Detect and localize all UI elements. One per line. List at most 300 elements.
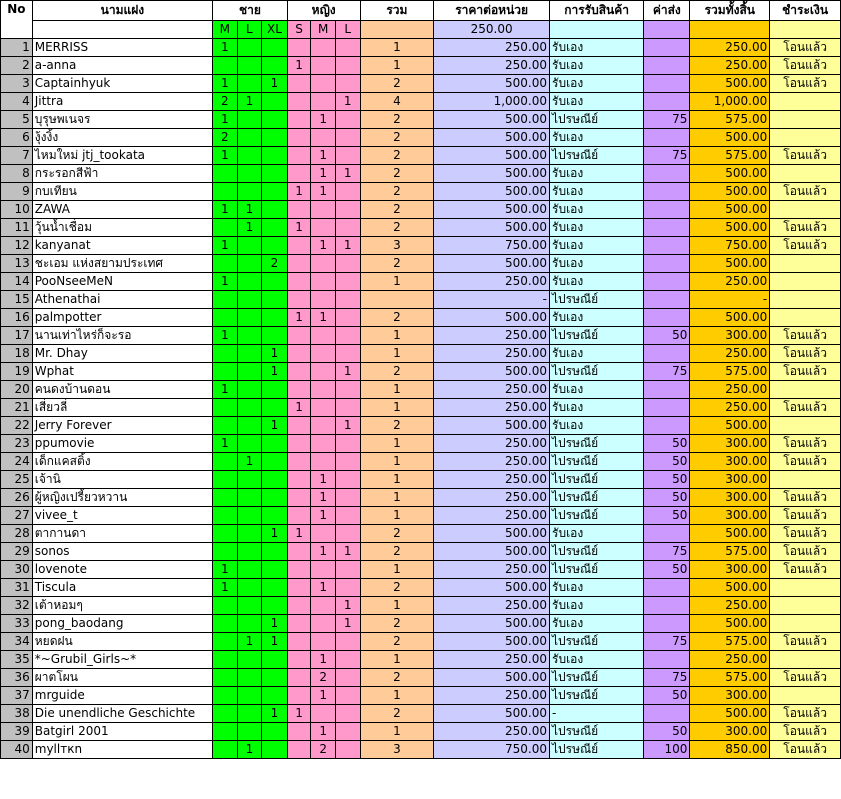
female-s-cell[interactable] [287,417,311,435]
female-s-cell[interactable] [287,165,311,183]
pickup-cell[interactable]: รับเอง [550,597,644,615]
male-l-cell[interactable] [237,651,262,669]
female-m-cell[interactable] [311,633,336,651]
male-m-cell[interactable] [213,705,238,723]
shipping-cell[interactable] [644,57,690,75]
female-m-cell[interactable]: 1 [311,507,336,525]
total-cell[interactable]: 1 [360,651,434,669]
male-l-cell[interactable] [237,129,262,147]
male-l-cell[interactable] [237,435,262,453]
female-s-cell[interactable] [287,507,311,525]
alias-cell[interactable]: mrguide [32,687,212,705]
unit-price-cell[interactable]: 250.00 [434,273,550,291]
male-m-cell[interactable] [213,363,238,381]
alias-cell[interactable]: ผาตโผน [32,669,212,687]
male-l-cell[interactable] [237,183,262,201]
shipping-cell[interactable]: 75 [644,633,690,651]
male-xl-cell[interactable] [262,93,288,111]
female-s-cell[interactable] [287,129,311,147]
total-cell[interactable]: 2 [360,219,434,237]
female-m-cell[interactable] [311,129,336,147]
male-m-cell[interactable]: 1 [213,579,238,597]
female-s-cell[interactable] [287,255,311,273]
payment-cell[interactable] [770,93,841,111]
male-xl-cell[interactable]: 1 [262,525,288,543]
male-l-cell[interactable] [237,165,262,183]
header-paid-blank[interactable] [770,21,841,39]
male-m-cell[interactable]: 2 [213,93,238,111]
female-s-cell[interactable] [287,39,311,57]
header-size-female-l[interactable]: L [335,21,360,39]
female-s-cell[interactable] [287,381,311,399]
female-m-cell[interactable]: 1 [311,651,336,669]
shipping-cell[interactable] [644,237,690,255]
pickup-cell[interactable]: ไปรษณีย์ [550,111,644,129]
male-l-cell[interactable] [237,345,262,363]
female-l-cell[interactable] [335,147,360,165]
grand-total-cell[interactable]: 1,000.00 [690,93,770,111]
grand-total-cell[interactable]: 250.00 [690,381,770,399]
row-number[interactable]: 8 [1,165,33,183]
row-number[interactable]: 29 [1,543,33,561]
alias-cell[interactable]: เสี่ยวลี่ [32,399,212,417]
male-xl-cell[interactable] [262,507,288,525]
male-l-cell[interactable] [237,273,262,291]
alias-cell[interactable]: a-anna [32,57,212,75]
female-m-cell[interactable]: 2 [311,669,336,687]
female-m-cell[interactable] [311,615,336,633]
male-xl-cell[interactable] [262,219,288,237]
male-xl-cell[interactable] [262,381,288,399]
female-s-cell[interactable] [287,597,311,615]
grand-total-cell[interactable]: 500.00 [690,165,770,183]
payment-cell[interactable]: โอนแล้ว [770,345,841,363]
female-l-cell[interactable] [335,39,360,57]
female-m-cell[interactable] [311,75,336,93]
payment-cell[interactable]: โอนแล้ว [770,723,841,741]
male-l-cell[interactable]: 1 [237,741,262,759]
total-cell[interactable] [360,291,434,309]
unit-price-cell[interactable]: 500.00 [434,165,550,183]
male-xl-cell[interactable] [262,273,288,291]
male-xl-cell[interactable] [262,669,288,687]
shipping-cell[interactable]: 75 [644,669,690,687]
unit-price-cell[interactable]: 250.00 [434,723,550,741]
female-m-cell[interactable]: 1 [311,147,336,165]
female-l-cell[interactable]: 1 [335,363,360,381]
payment-cell[interactable]: โอนแล้ว [770,147,841,165]
female-s-cell[interactable]: 1 [287,219,311,237]
female-m-cell[interactable] [311,57,336,75]
female-m-cell[interactable] [311,453,336,471]
male-m-cell[interactable]: 2 [213,129,238,147]
pickup-cell[interactable]: ไปรษณีย์ [550,453,644,471]
male-l-cell[interactable] [237,237,262,255]
male-m-cell[interactable]: 1 [213,327,238,345]
total-cell[interactable]: 2 [360,705,434,723]
female-s-cell[interactable] [287,489,311,507]
total-cell[interactable]: 1 [360,381,434,399]
row-number[interactable]: 40 [1,741,33,759]
shipping-cell[interactable]: 50 [644,327,690,345]
header-name[interactable]: นามแฝง [32,1,212,21]
male-l-cell[interactable] [237,381,262,399]
row-number[interactable]: 12 [1,237,33,255]
shipping-cell[interactable]: 50 [644,471,690,489]
female-s-cell[interactable] [287,273,311,291]
total-cell[interactable]: 2 [360,669,434,687]
header-total-blank[interactable] [360,21,434,39]
pickup-cell[interactable]: ไปรษณีย์ [550,327,644,345]
total-cell[interactable]: 2 [360,165,434,183]
female-l-cell[interactable]: 1 [335,597,360,615]
grand-total-cell[interactable]: 500.00 [690,417,770,435]
female-l-cell[interactable]: 1 [335,93,360,111]
grand-total-cell[interactable]: - [690,291,770,309]
payment-cell[interactable] [770,471,841,489]
payment-cell[interactable] [770,201,841,219]
unit-price-cell[interactable]: 500.00 [434,615,550,633]
unit-price-cell[interactable]: 250.00 [434,561,550,579]
shipping-cell[interactable] [644,201,690,219]
total-cell[interactable]: 2 [360,255,434,273]
male-m-cell[interactable] [213,543,238,561]
female-s-cell[interactable] [287,111,311,129]
header-ship-blank[interactable] [644,21,690,39]
pickup-cell[interactable]: รับเอง [550,57,644,75]
unit-price-cell[interactable]: 250.00 [434,597,550,615]
unit-price-cell[interactable]: 500.00 [434,219,550,237]
female-s-cell[interactable] [287,291,311,309]
row-number[interactable]: 27 [1,507,33,525]
payment-cell[interactable] [770,417,841,435]
pickup-cell[interactable]: ไปรษณีย์ [550,543,644,561]
female-l-cell[interactable] [335,471,360,489]
female-l-cell[interactable]: 1 [335,615,360,633]
alias-cell[interactable]: palmpotter [32,309,212,327]
pickup-cell[interactable]: ไปรษณีย์ [550,723,644,741]
shipping-cell[interactable] [644,39,690,57]
grand-total-cell[interactable]: 500.00 [690,201,770,219]
grand-total-cell[interactable]: 300.00 [690,327,770,345]
male-m-cell[interactable]: 1 [213,381,238,399]
alias-cell[interactable]: เต้าหอมๆ [32,597,212,615]
total-cell[interactable]: 2 [360,417,434,435]
unit-price-cell[interactable]: 500.00 [434,417,550,435]
pickup-cell[interactable]: ไปรษณีย์ [550,147,644,165]
female-m-cell[interactable]: 1 [311,687,336,705]
female-m-cell[interactable] [311,525,336,543]
total-cell[interactable]: 2 [360,363,434,381]
female-l-cell[interactable] [335,255,360,273]
grand-total-cell[interactable]: 500.00 [690,75,770,93]
female-m-cell[interactable]: 1 [311,165,336,183]
unit-price-cell[interactable]: 500.00 [434,309,550,327]
grand-total-cell[interactable]: 750.00 [690,237,770,255]
grand-total-cell[interactable]: 300.00 [690,723,770,741]
female-s-cell[interactable] [287,201,311,219]
shipping-cell[interactable] [644,705,690,723]
male-l-cell[interactable] [237,39,262,57]
pickup-cell[interactable]: รับเอง [550,165,644,183]
male-xl-cell[interactable] [262,489,288,507]
male-xl-cell[interactable] [262,147,288,165]
shipping-cell[interactable] [644,579,690,597]
shipping-cell[interactable] [644,165,690,183]
female-s-cell[interactable] [287,435,311,453]
alias-cell[interactable]: *~Grubil_Girls~* [32,651,212,669]
alias-cell[interactable]: ไหมใหม่ jtj_tookata [32,147,212,165]
header-size-male-m[interactable]: M [213,21,238,39]
male-m-cell[interactable] [213,291,238,309]
male-m-cell[interactable] [213,255,238,273]
payment-cell[interactable]: โอนแล้ว [770,669,841,687]
pickup-cell[interactable]: ไปรษณีย์ [550,669,644,687]
male-xl-cell[interactable] [262,165,288,183]
female-m-cell[interactable] [311,561,336,579]
grand-total-cell[interactable]: 300.00 [690,471,770,489]
female-s-cell[interactable] [287,579,311,597]
female-m-cell[interactable]: 1 [311,309,336,327]
total-cell[interactable]: 2 [360,129,434,147]
pickup-cell[interactable]: รับเอง [550,579,644,597]
total-cell[interactable]: 3 [360,237,434,255]
male-m-cell[interactable] [213,417,238,435]
payment-cell[interactable]: โอนแล้ว [770,633,841,651]
female-l-cell[interactable] [335,741,360,759]
female-l-cell[interactable] [335,525,360,543]
male-l-cell[interactable] [237,705,262,723]
row-number[interactable]: 3 [1,75,33,93]
male-m-cell[interactable]: 1 [213,147,238,165]
alias-cell[interactable]: kanyanat [32,237,212,255]
male-l-cell[interactable] [237,597,262,615]
row-number[interactable]: 21 [1,399,33,417]
female-s-cell[interactable] [287,471,311,489]
grand-total-cell[interactable]: 500.00 [690,579,770,597]
male-m-cell[interactable]: 1 [213,111,238,129]
female-s-cell[interactable] [287,237,311,255]
unit-price-cell[interactable]: - [434,291,550,309]
male-m-cell[interactable] [213,669,238,687]
pickup-cell[interactable]: รับเอง [550,309,644,327]
male-l-cell[interactable] [237,363,262,381]
pickup-cell[interactable]: รับเอง [550,237,644,255]
female-m-cell[interactable] [311,93,336,111]
total-cell[interactable]: 1 [360,597,434,615]
pickup-cell[interactable]: ไปรษณีย์ [550,687,644,705]
pickup-cell[interactable]: รับเอง [550,381,644,399]
payment-cell[interactable]: โอนแล้ว [770,399,841,417]
total-cell[interactable]: 2 [360,75,434,93]
shipping-cell[interactable] [644,75,690,93]
shipping-cell[interactable]: 50 [644,561,690,579]
female-m-cell[interactable]: 1 [311,579,336,597]
payment-cell[interactable] [770,615,841,633]
male-l-cell[interactable] [237,471,262,489]
male-l-cell[interactable] [237,615,262,633]
female-l-cell[interactable]: 1 [335,237,360,255]
male-xl-cell[interactable]: 1 [262,363,288,381]
shipping-cell[interactable]: 50 [644,507,690,525]
grand-total-cell[interactable]: 575.00 [690,147,770,165]
row-number[interactable]: 1 [1,39,33,57]
shipping-cell[interactable]: 50 [644,723,690,741]
shipping-cell[interactable] [644,309,690,327]
male-xl-cell[interactable] [262,453,288,471]
male-l-cell[interactable] [237,561,262,579]
row-number[interactable]: 20 [1,381,33,399]
alias-cell[interactable]: vivee_t [32,507,212,525]
header-grand-total[interactable]: รวมทั้งสิ้น [690,1,770,21]
female-m-cell[interactable]: 1 [311,183,336,201]
male-xl-cell[interactable] [262,111,288,129]
male-m-cell[interactable] [213,453,238,471]
male-xl-cell[interactable] [262,129,288,147]
shipping-cell[interactable]: 50 [644,687,690,705]
female-m-cell[interactable]: 1 [311,111,336,129]
female-m-cell[interactable] [311,219,336,237]
male-l-cell[interactable] [237,309,262,327]
female-l-cell[interactable] [335,651,360,669]
row-number[interactable]: 11 [1,219,33,237]
female-m-cell[interactable]: 1 [311,723,336,741]
pickup-cell[interactable]: ไปรษณีย์ [550,363,644,381]
male-l-cell[interactable] [237,687,262,705]
total-cell[interactable]: 2 [360,309,434,327]
unit-price-cell[interactable]: 500.00 [434,543,550,561]
grand-total-cell[interactable]: 300.00 [690,435,770,453]
grand-total-cell[interactable]: 500.00 [690,183,770,201]
header-shipping[interactable]: ค่าส่ง [644,1,690,21]
payment-cell[interactable] [770,291,841,309]
alias-cell[interactable]: Athenathai [32,291,212,309]
grand-total-cell[interactable]: 850.00 [690,741,770,759]
female-m-cell[interactable] [311,381,336,399]
total-cell[interactable]: 1 [360,345,434,363]
female-l-cell[interactable]: 1 [335,165,360,183]
grand-total-cell[interactable]: 300.00 [690,453,770,471]
female-s-cell[interactable]: 1 [287,705,311,723]
total-cell[interactable]: 1 [360,723,434,741]
female-s-cell[interactable] [287,561,311,579]
header-size-male-l[interactable]: L [237,21,262,39]
row-number[interactable]: 2 [1,57,33,75]
male-xl-cell[interactable] [262,741,288,759]
female-l-cell[interactable] [335,219,360,237]
male-m-cell[interactable] [213,741,238,759]
male-l-cell[interactable] [237,399,262,417]
female-m-cell[interactable]: 1 [311,543,336,561]
payment-cell[interactable] [770,273,841,291]
pickup-cell[interactable]: รับเอง [550,525,644,543]
unit-price-cell[interactable]: 500.00 [434,111,550,129]
total-cell[interactable]: 1 [360,489,434,507]
payment-cell[interactable] [770,651,841,669]
row-number[interactable]: 19 [1,363,33,381]
pickup-cell[interactable]: ไปรษณีย์ [550,435,644,453]
pickup-cell[interactable]: รับเอง [550,129,644,147]
grand-total-cell[interactable]: 575.00 [690,633,770,651]
male-xl-cell[interactable] [262,561,288,579]
unit-price-cell[interactable]: 250.00 [434,687,550,705]
male-xl-cell[interactable]: 2 [262,255,288,273]
male-xl-cell[interactable] [262,399,288,417]
total-cell[interactable]: 3 [360,741,434,759]
shipping-cell[interactable] [644,525,690,543]
female-l-cell[interactable] [335,327,360,345]
row-number[interactable]: 16 [1,309,33,327]
male-m-cell[interactable] [213,165,238,183]
male-l-cell[interactable] [237,579,262,597]
unit-price-cell[interactable]: 500.00 [434,255,550,273]
pickup-cell[interactable]: รับเอง [550,273,644,291]
male-l-cell[interactable] [237,417,262,435]
female-l-cell[interactable] [335,453,360,471]
female-s-cell[interactable] [287,327,311,345]
row-number[interactable]: 5 [1,111,33,129]
unit-price-cell[interactable]: 500.00 [434,525,550,543]
female-s-cell[interactable] [287,633,311,651]
row-number[interactable]: 32 [1,597,33,615]
payment-cell[interactable]: โอนแล้ว [770,543,841,561]
male-m-cell[interactable]: 1 [213,273,238,291]
unit-price-cell[interactable]: 500.00 [434,75,550,93]
grand-total-cell[interactable]: 250.00 [690,39,770,57]
female-s-cell[interactable] [287,723,311,741]
male-l-cell[interactable]: 1 [237,453,262,471]
payment-cell[interactable]: โอนแล้ว [770,525,841,543]
total-cell[interactable]: 4 [360,93,434,111]
female-m-cell[interactable]: 1 [311,237,336,255]
alias-cell[interactable]: Wphat [32,363,212,381]
male-l-cell[interactable] [237,327,262,345]
total-cell[interactable]: 1 [360,399,434,417]
female-s-cell[interactable] [287,687,311,705]
total-cell[interactable]: 2 [360,147,434,165]
header-no[interactable]: No [1,1,33,39]
female-s-cell[interactable] [287,75,311,93]
unit-price-cell[interactable]: 500.00 [434,201,550,219]
female-l-cell[interactable] [335,75,360,93]
pickup-cell[interactable]: ไปรษณีย์ [550,561,644,579]
female-s-cell[interactable]: 1 [287,399,311,417]
total-cell[interactable]: 2 [360,525,434,543]
total-cell[interactable]: 1 [360,273,434,291]
male-m-cell[interactable] [213,309,238,327]
male-xl-cell[interactable] [262,687,288,705]
payment-cell[interactable]: โอนแล้ว [770,489,841,507]
row-number[interactable]: 14 [1,273,33,291]
grand-total-cell[interactable]: 500.00 [690,615,770,633]
female-l-cell[interactable] [335,183,360,201]
total-cell[interactable]: 1 [360,507,434,525]
unit-price-cell[interactable]: 250.00 [434,381,550,399]
male-m-cell[interactable]: 1 [213,75,238,93]
grand-total-cell[interactable]: 575.00 [690,543,770,561]
female-m-cell[interactable] [311,255,336,273]
female-s-cell[interactable] [287,93,311,111]
payment-cell[interactable]: โอนแล้ว [770,741,841,759]
grand-total-cell[interactable]: 500.00 [690,309,770,327]
alias-cell[interactable]: คนดงบ้านดอน [32,381,212,399]
female-s-cell[interactable] [287,147,311,165]
unit-price-cell[interactable]: 500.00 [434,183,550,201]
alias-cell[interactable]: Batgirl 2001 [32,723,212,741]
female-l-cell[interactable] [335,687,360,705]
alias-cell[interactable]: นานเท่าไหร่ก็จะรอ [32,327,212,345]
header-name-blank[interactable] [32,21,212,39]
